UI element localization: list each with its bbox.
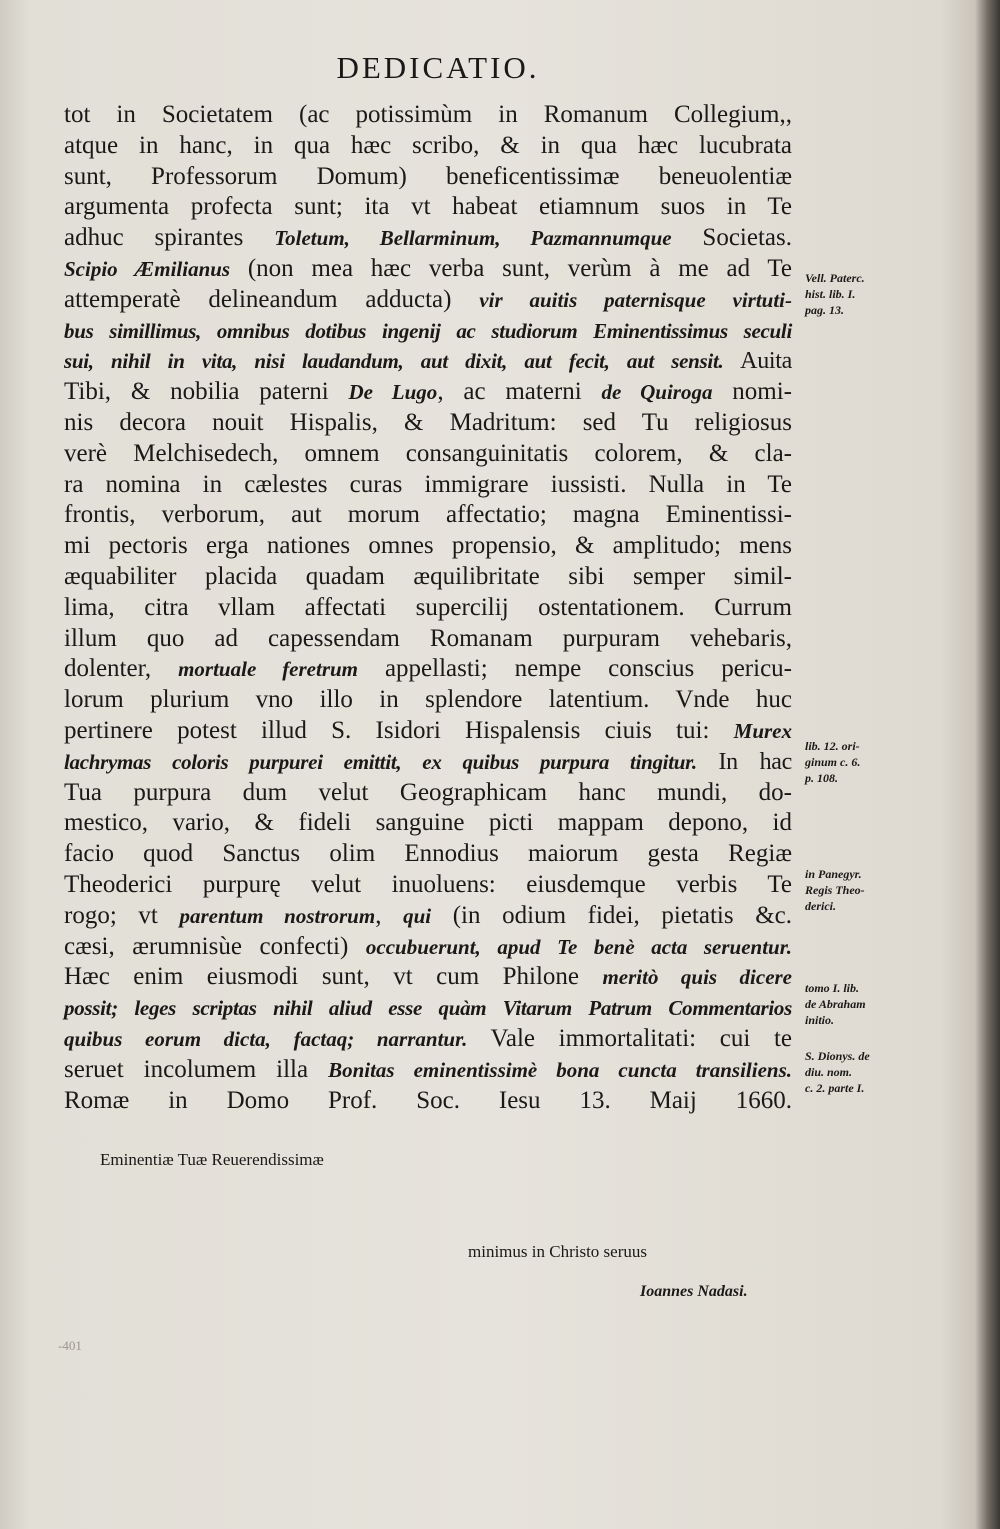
text-segment: Tua purpura dum velut Geographicam hanc mundi, do- (64, 778, 792, 806)
text-line (64, 1024, 792, 1055)
text-segment: Tibi, & nobilia paterni (64, 378, 349, 406)
text-segment: Theoderici purpurę velut inuoluens: eiusdemque verbis Te (64, 870, 792, 898)
margin-note (805, 980, 866, 1028)
margin-note-line: pag. 13. (805, 303, 844, 317)
text-line (64, 962, 792, 993)
page-title: DEDICATIO. (336, 50, 540, 85)
text-line (64, 1086, 792, 1117)
text-segment: appellasti; nempe conscius pericu- (358, 655, 792, 683)
text-segment: dolenter, (64, 655, 179, 683)
italic-text: bus simillimus, omnibus dotibus ingenij ac studiorum Eminentissimus seculi (64, 318, 792, 343)
text-segment: æquabiliter placida quadam æquilibritate sibi semper simil- (64, 562, 792, 590)
italic-text: parentum nostrorum (179, 903, 376, 928)
text-line (64, 993, 792, 1024)
text-segment: nis decora nouit Hispalis, & Madritum: sed Tu religiosus (64, 408, 792, 436)
text-segment: Vale immortalitati: cui te (467, 1024, 793, 1052)
italic-text: sui, nihil in vita, nisi laudandum, aut dixit, aut fecit, aut sensit. (64, 349, 724, 374)
text-segment: adhuc spirantes (64, 224, 275, 252)
text-line (64, 254, 792, 285)
italic-text: Toletum, Bellarminum, Pazmannumque (274, 226, 672, 251)
text-line (64, 162, 792, 193)
text-line (64, 685, 792, 716)
text-segment: , (375, 901, 404, 929)
text-line (64, 747, 792, 778)
text-line (64, 901, 792, 932)
text-line (64, 654, 792, 685)
signature: Ioannes Nadasi. (640, 1283, 748, 1300)
margin-note-line: derici. (805, 899, 836, 913)
text-segment: Romæ in Domo Prof. Soc. Iesu 13. Maij 1660. (64, 1086, 792, 1114)
text-line (64, 346, 792, 377)
margin-note (805, 270, 865, 318)
text-segment: lorum plurium vno illo in splendore latentium. Vnde huc (64, 686, 792, 714)
margin-note-line: Vell. Paterc. (805, 271, 865, 285)
text-line (64, 439, 792, 470)
margin-note-line: tomo I. lib. (805, 981, 860, 995)
text-line (64, 192, 792, 223)
text-line (64, 839, 792, 870)
text-line (64, 808, 792, 839)
italic-text: possit; leges scriptas nihil aliud esse quàm Vitarum Patrum Commentarios (64, 996, 792, 1021)
margin-note-line: c. 2. parte I. (805, 1081, 865, 1095)
text-line (64, 408, 792, 439)
text-segment: verè Melchisedech, omnem consanguinitatis colorem, & cla- (64, 439, 792, 467)
text-segment: , ac materni (437, 378, 602, 406)
margin-note-line: diu. nom. (805, 1065, 853, 1079)
italic-text: vir auitis paternisque virtuti- (479, 287, 793, 312)
text-line (64, 531, 792, 562)
text-segment: Societas. (671, 224, 792, 252)
margin-note-line: de Abraham (805, 997, 866, 1011)
text-segment: lima, citra vllam affectati supercilij ostentationem. Currum (64, 593, 792, 621)
text-line (64, 131, 792, 162)
text-line (64, 223, 792, 254)
text-segment: attemperatè delineandum adducta) (64, 285, 480, 313)
closing-salutation: Eminentiæ Tuæ Reuerendissimæ (100, 1150, 324, 1169)
italic-text: quibus eorum dicta, factaq; narrantur. (64, 1026, 468, 1051)
italic-text: meritò quis dicere (602, 965, 793, 990)
text-segment: Hæc enim eiusmodi sunt, vt cum Philone (64, 963, 603, 991)
italic-text: lachrymas coloris purpurei emittit, ex quibus purpura tingitur. (64, 749, 697, 774)
text-line (64, 500, 792, 531)
text-segment: nomi- (712, 378, 792, 406)
text-segment: sunt, Professorum Domum) beneficentissimæ beneuolentiæ (64, 162, 792, 190)
text-line (64, 562, 792, 593)
folio-mark: -401 (58, 1338, 82, 1353)
text-segment: seruet incolumem illa (64, 1055, 329, 1083)
margin-note-line: Regis Theo- (805, 883, 865, 897)
text-segment: ra nomina in cælestes curas immigrare iussisti. Nulla in Te (64, 470, 792, 498)
text-segment: illum quo ad capessendam Romanam purpuram vehebaris, (64, 624, 792, 652)
text-segment: (non mea hæc verba sunt, verùm à me ad Te (230, 254, 793, 282)
margin-note-line: S. Dionys. de (805, 1049, 870, 1063)
text-segment: pertinere potest illud S. Isidori Hispalensis ciuis tui: (64, 716, 734, 744)
text-line (64, 716, 792, 747)
text-segment: tot in Societatem (ac potissimùm in Romanum Collegium,, (64, 101, 792, 128)
italic-text: Bonitas eminentissimè bona cuncta transiliens. (328, 1057, 792, 1082)
text-segment: In hac (696, 748, 792, 775)
dedication-text (64, 100, 792, 1116)
text-segment: (in odium fidei, pietatis &c. (431, 901, 792, 929)
margin-note-line: p. 108. (805, 771, 838, 785)
margin-note-line: hist. lib. I. (805, 287, 856, 301)
text-line (64, 593, 792, 624)
italic-text: occubuerunt, apud Te benè acta seruentur. (365, 934, 793, 959)
text-line (64, 100, 792, 131)
margin-note-line: initio. (805, 1013, 835, 1027)
italic-text: De Lugo (348, 380, 438, 405)
italic-text: qui (403, 903, 432, 928)
text-line (64, 470, 792, 501)
text-segment: mi pectoris erga nationes omnes propensio, & amplitudo; mens (64, 532, 792, 560)
text-line (64, 624, 792, 655)
margin-note (805, 1048, 870, 1096)
text-segment: cæsi, ærumnisùe confecti) (64, 932, 366, 960)
margin-note-line: in Panegyr. (805, 867, 862, 881)
text-segment: mestico, vario, & fideli sanguine picti mappam depono, id (64, 809, 792, 837)
italic-text: mortuale feretrum (178, 657, 359, 682)
text-line (64, 285, 792, 316)
text-line (64, 932, 792, 963)
italic-text: Murex (733, 718, 792, 743)
margin-note (805, 866, 865, 914)
text-segment: frontis, verborum, aut morum affectatio; magna Eminentissi- (64, 501, 792, 529)
italic-text: de Quiroga (601, 380, 713, 405)
margin-note-line: lib. 12. ori- (805, 739, 860, 753)
text-segment: rogo; vt (64, 901, 180, 929)
closing-servant: minimus in Christo seruus (468, 1242, 647, 1261)
text-line (64, 377, 792, 408)
margin-note-line: ginum c. 6. (805, 755, 861, 769)
text-segment: facio quod Sanctus olim Ennodius maiorum gesta Regiæ (64, 840, 792, 868)
text-segment: atque in hanc, in qua hæc scribo, & in qua hæc lucubrata (64, 131, 792, 159)
text-line (64, 778, 792, 809)
margin-note (805, 738, 860, 786)
text-segment: Auita (723, 348, 792, 375)
text-line (64, 1055, 792, 1086)
text-segment: argumenta profecta sunt; ita vt habeat etiamnum suos in Te (64, 193, 792, 221)
text-line (64, 870, 792, 901)
italic-text: Scipio Æmilianus (64, 256, 231, 281)
text-line (64, 316, 792, 347)
